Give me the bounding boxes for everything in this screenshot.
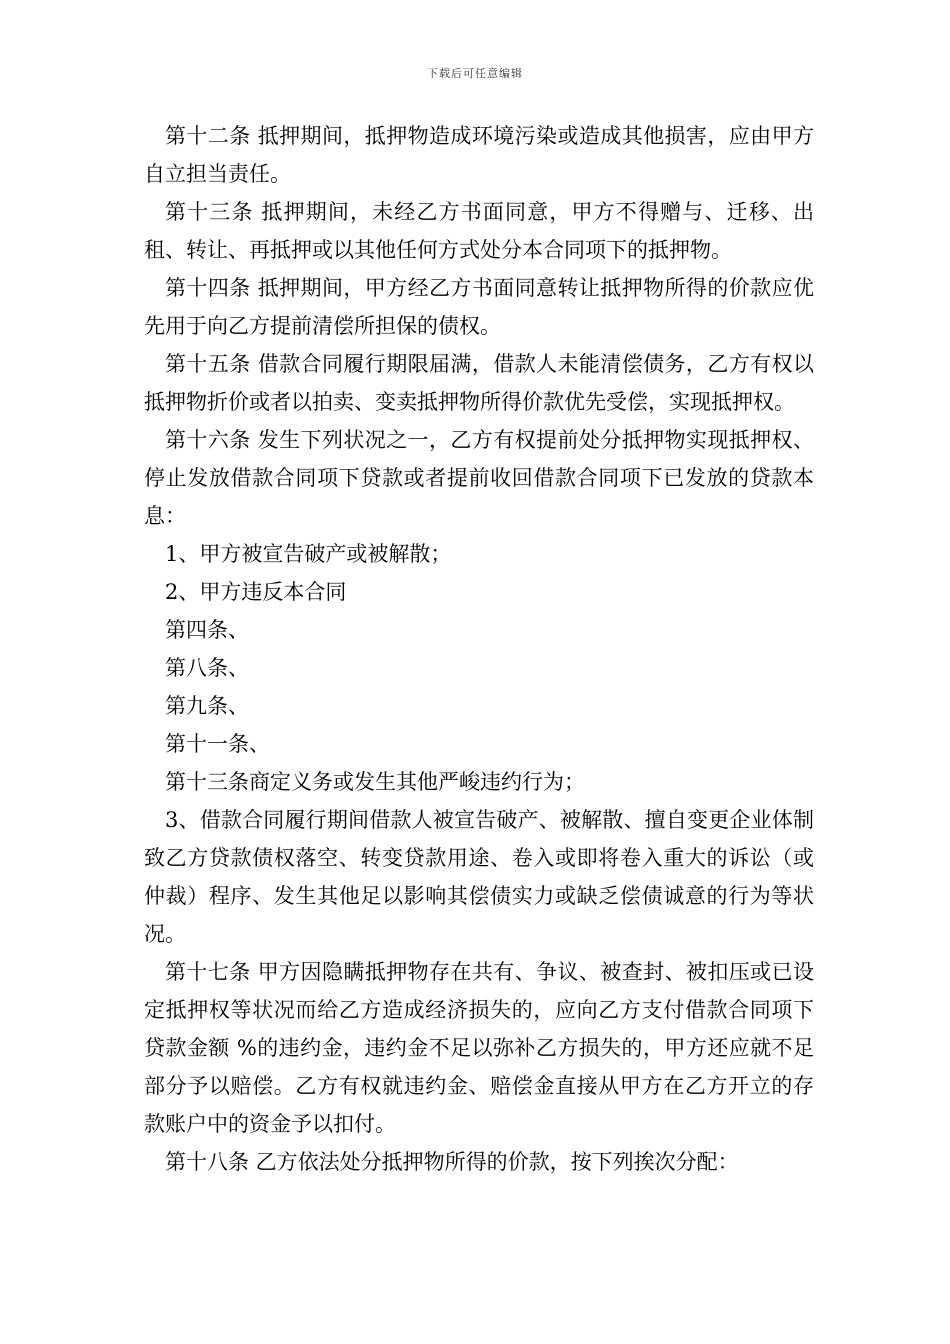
article-16: 第十六条 发生下列状况之一，乙方有权提前处分抵押物实现抵押权、停止发放借款合同项下贷款或者提前收回借款合同项下已发放的贷款本息： [144,428,814,528]
reference-article-8: 第八条、 [165,656,249,680]
document-body [144,117,814,1181]
reference-article-13: 第十三条商定义务或发生其他严峻违约行为； [165,770,585,794]
article-12: 第十二条 抵押期间，抵押物造成环境污染或造成其他损害，应由甲方自立担当责任。 [144,124,814,186]
page-header: 下载后可任意编辑 [427,67,523,80]
reference-article-9: 第九条、 [165,694,249,718]
article-16-item-2: 2、甲方违反本合同 [165,580,347,604]
reference-article-4: 第四条、 [165,618,249,642]
article-13: 第十三条 抵押期间，未经乙方书面同意，甲方不得赠与、迁移、出租、转让、再抵押或以其他任何方式处分本合同项下的抵押物。 [144,200,814,262]
article-14: 第十四条 抵押期间，甲方经乙方书面同意转让抵押物所得的价款应优先用于向乙方提前清偿所担保的债权。 [144,276,814,338]
article-15: 第十五条 借款合同履行期限届满，借款人未能清偿债务，乙方有权以抵押物折价或者以拍卖、变卖抵押物所得价款优先受偿，实现抵押权。 [144,352,814,414]
article-16-item-1: 1、甲方被宣告破产或被解散； [165,542,452,566]
article-16-item-3: 3、借款合同履行期间借款人被宣告破产、被解散、擅自变更企业体制致乙方贷款债权落空、转变贷款用途、卷入或即将卷入重大的诉讼（或仲裁）程序、发生其他足以影响其偿债实力或缺乏偿债诚意的行为等状况。 [144,808,814,946]
reference-article-11: 第十一条、 [165,732,270,756]
article-17: 第十七条 甲方因隐瞒抵押物存在共有、争议、被查封、被扣压或已设定抵押权等状况而给乙方造成经济损失的，应向乙方支付借款合同项下贷款金额 %的违约金，违约金不足以弥补乙方损失的，甲方还应就不足部分予以赔偿。乙方有权就违约金、赔偿金直接从甲方在乙方开立的存款账户中的资金予以扣付。 [144,960,814,1136]
article-18: 第十八条 乙方依法处分抵押物所得的价款，按下列挨次分配： [165,1150,739,1174]
